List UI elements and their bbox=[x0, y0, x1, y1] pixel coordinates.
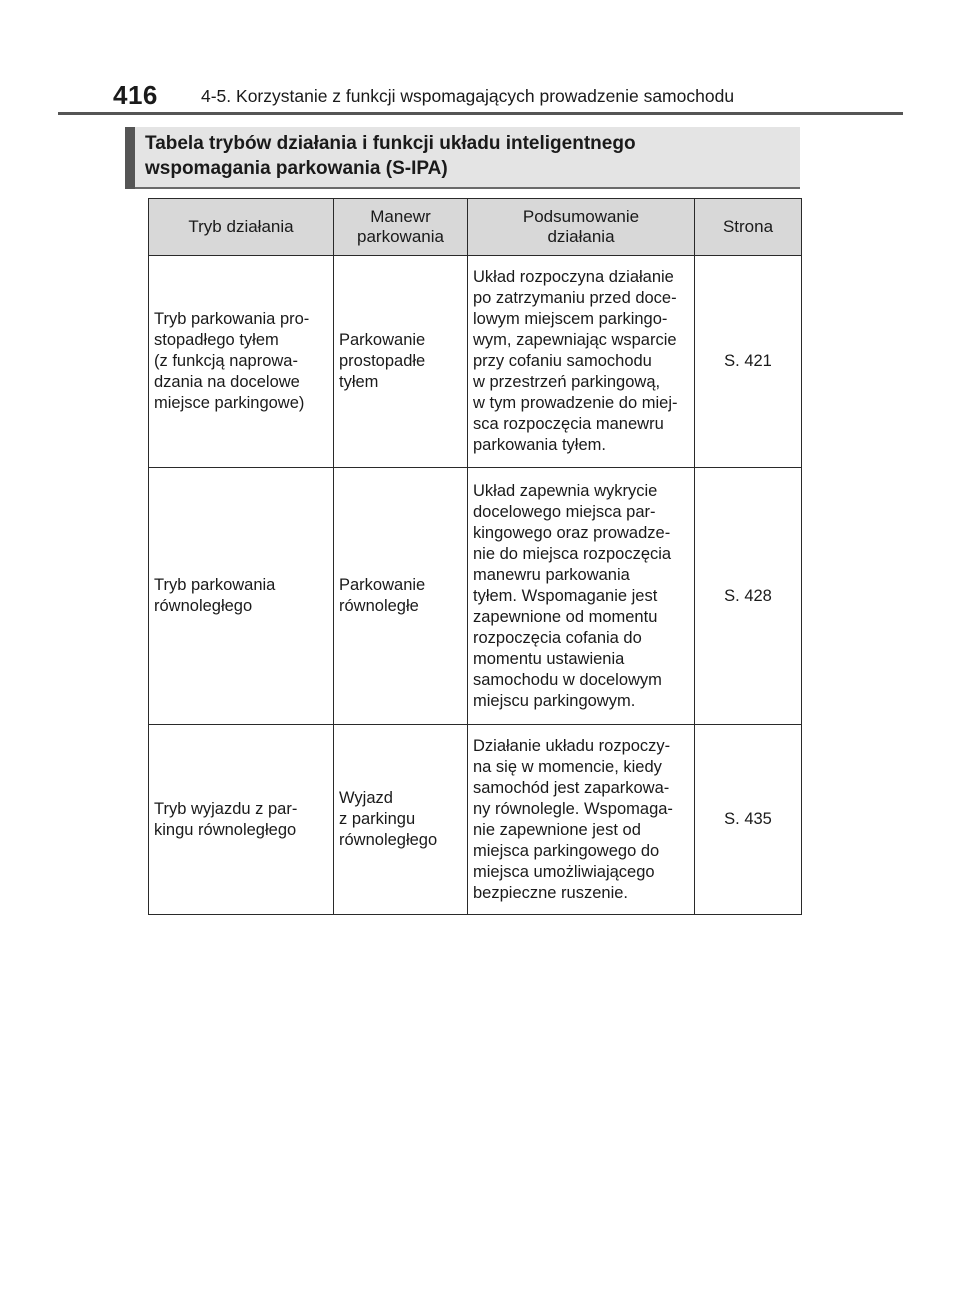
page-number: 416 bbox=[113, 80, 158, 110]
cell-mode: Tryb parkowania pro- stopadłego tyłem (z funkcją naprowa- dzania na docelowe miejsce parkingowe) bbox=[149, 256, 334, 468]
section-heading-box bbox=[125, 127, 800, 189]
header-cell-mode: Tryb działania bbox=[149, 199, 334, 256]
section-heading-bar bbox=[125, 127, 135, 189]
table-header-row bbox=[149, 199, 802, 256]
cell-summary: Układ rozpoczyna działanie po zatrzymaniu przed doce- lowym miejscem parkingo- wym, zapewniając wsparcie przy cofaniu samochodu w przestrzeń parkingową, w tym prowadzenie do miej- sca rozpoczęcia manewru parkowania tyłem. bbox=[468, 256, 695, 468]
cell-maneuver: Parkowanie równoległe bbox=[334, 468, 468, 725]
cell-mode: Tryb parkowania równoległego bbox=[149, 468, 334, 725]
modes-table bbox=[148, 198, 802, 915]
chapter-title: 4-5. Korzystanie z funkcji wspomagających prowadzenie samochodu bbox=[201, 86, 735, 106]
cell-mode: Tryb wyjazdu z par- kingu równoległego bbox=[149, 725, 334, 915]
cell-page-reference: S. 428 bbox=[695, 468, 802, 725]
cell-maneuver: Parkowanie prostopadłe tyłem bbox=[334, 256, 468, 468]
section-title-line-1: Tabela trybów działania i funkcji układu inteligentnego bbox=[145, 133, 636, 154]
cell-page-reference: S. 435 bbox=[695, 725, 802, 915]
header-divider bbox=[58, 112, 903, 115]
cell-page-reference: S. 421 bbox=[695, 256, 802, 468]
cell-maneuver: Wyjazd z parkingu równoległego bbox=[334, 725, 468, 915]
cell-summary: Działanie układu rozpoczy- na się w momencie, kiedy samochód jest zaparkowa- ny równolegle. Wspomaga- nie zapewnione jest od miejsca parkingowego do miejsca umożliwiającego bezpieczne ruszenie. bbox=[468, 725, 695, 915]
cell-summary: Układ zapewnia wykrycie docelowego miejsca par- kingowego oraz prowadze- nie do miejsca rozpoczęcia manewru parkowania tyłem. Wspomaganie jest zapewnione od momentu rozpoczęcia cofania do momentu ustawienia samochodu w docelowym miejscu parkingowym. bbox=[468, 468, 695, 725]
header-cell-page: Strona bbox=[695, 199, 802, 256]
header-cell-maneuver: Manewr parkowania bbox=[334, 199, 468, 256]
table-row bbox=[149, 256, 802, 468]
section-title-line-2: wspomagania parkowania (S-IPA) bbox=[145, 158, 448, 179]
header-cell-summary: Podsumowanie działania bbox=[468, 199, 695, 256]
table-row bbox=[149, 468, 802, 725]
table-row bbox=[149, 725, 802, 915]
section-title bbox=[145, 131, 785, 181]
